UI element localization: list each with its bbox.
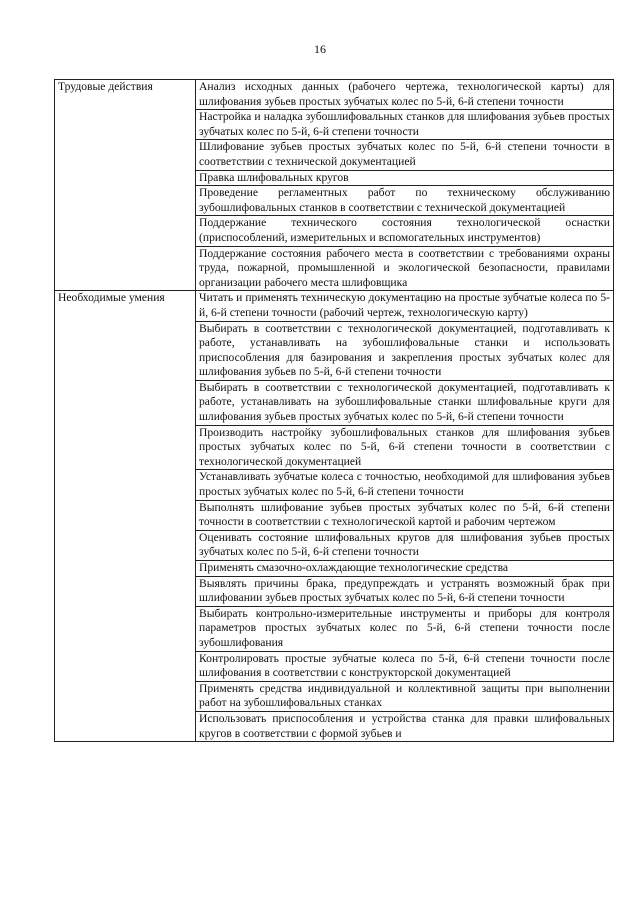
section-title: Необходимые умения xyxy=(55,291,196,742)
table-row xyxy=(55,80,614,110)
requirement-item: Выбирать в соответствии с технологической документацией, подготавливать к работе, устанавливать на зубошлифовальные станки шлифовальные круги для шлифования зубьев простых зубчатых колес по 5-й, 6-й степени точности xyxy=(196,380,614,425)
requirement-item: Устанавливать зубчатые колеса с точностью, необходимой для шлифования зубьев простых зубчатых колес по 5-й, 6-й степени точности xyxy=(196,470,614,500)
requirement-item: Контролировать простые зубчатые колеса по 5-й, 6-й степени точности после шлифования в соответствии с конструкторской документацией xyxy=(196,651,614,681)
table-body xyxy=(55,80,614,742)
requirement-item: Выбирать в соответствии с технологической документацией, подготавливать к работе, устанавливать на зубошлифовальные станки и использовать приспособления для базирования и закрепления простых зубчатых колес для шлифования зубьев по 5-й, 6-й степени точности xyxy=(196,321,614,380)
requirement-item: Читать и применять техническую документацию на простые зубчатые колеса по 5-й, 6-й степени точности (рабочий чертеж, технологическую карту) xyxy=(196,291,614,321)
requirements-table xyxy=(54,79,614,742)
requirement-item: Применять смазочно-охлаждающие технологические средства xyxy=(196,561,614,577)
requirement-item: Анализ исходных данных (рабочего чертежа, технологической карты) для шлифования зубьев простых зубчатых колес по 5-й, 6-й степени точности xyxy=(196,80,614,110)
requirement-item: Проведение регламентных работ по техническому обслуживанию зубошлифовальных станков в соответствии с технической документацией xyxy=(196,186,614,216)
requirement-item: Выявлять причины брака, предупреждать и устранять возможный брак при шлифовании зубьев простых зубчатых колес по 5-й, 6-й степени точности xyxy=(196,576,614,606)
requirement-item: Настройка и наладка зубошлифовальных станков для шлифования зубьев простых зубчатых колес по 5-й, 6-й степени точности xyxy=(196,110,614,140)
table-row xyxy=(55,291,614,321)
page-number: 16 xyxy=(314,42,326,56)
requirement-item: Оценивать состояние шлифовальных кругов для шлифования зубьев простых зубчатых колес по 5-й, 6-й степени точности xyxy=(196,530,614,560)
section-title: Трудовые действия xyxy=(55,80,196,291)
requirement-item: Шлифование зубьев простых зубчатых колес по 5-й, 6-й степени точности в соответствии с технической документацией xyxy=(196,140,614,170)
requirement-item: Правка шлифовальных кругов xyxy=(196,170,614,186)
requirement-item: Поддержание состояния рабочего места в соответствии с требованиями охраны труда, пожарной, промышленной и экологической безопасности, правилами организации рабочего места шлифовщика xyxy=(196,246,614,291)
requirement-item: Использовать приспособления и устройства станка для правки шлифовальных кругов в соответствии с формой зубьев и xyxy=(196,711,614,741)
requirement-item: Применять средства индивидуальной и коллективной защиты при выполнении работ на зубошлифовальных станках xyxy=(196,681,614,711)
requirement-item: Производить настройку зубошлифовальных станков для шлифования зубьев простых зубчатых колес по 5-й, 6-й степени точности в соответствии с технологической документацией xyxy=(196,425,614,470)
requirement-item: Поддержание технического состояния технологической оснастки (приспособлений, измерительных и вспомогательных инструментов) xyxy=(196,216,614,246)
requirement-item: Выбирать контрольно-измерительные инструменты и приборы для контроля параметров простых зубчатых колес по 5-й, 6-й степени точности после зубошлифования xyxy=(196,606,614,651)
requirement-item: Выполнять шлифование зубьев простых зубчатых колес по 5-й, 6-й степени точности в соответствии с технологической картой и рабочим чертежом xyxy=(196,500,614,530)
